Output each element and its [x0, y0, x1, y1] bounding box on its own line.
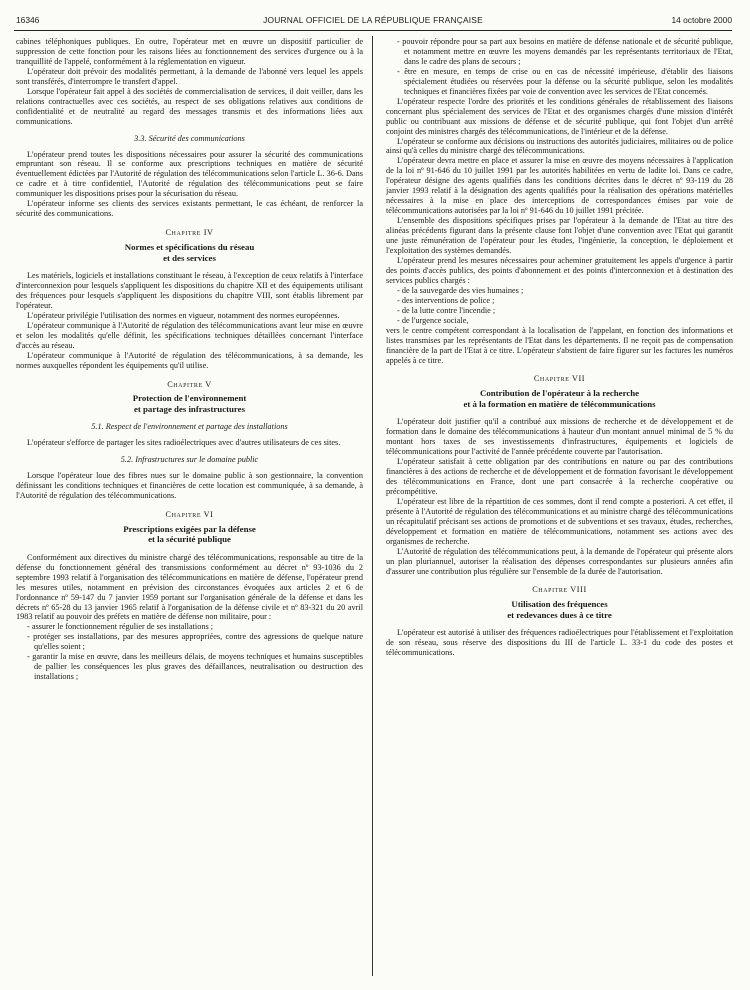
publication-date: 14 octobre 2000	[671, 15, 732, 25]
paragraph: L'opérateur doit prévoir des modalités permettant, à la demande de l'abonné vers lequel les appels sont transférés, d'interrompre le transfert d'appel.	[16, 66, 363, 86]
paragraph: vers le centre compétent correspondant à la localisation de l'appelant, en fonction des informations et listes transmises par les représentants de l'Etat dans les départements. Il ne reçoit pas de compensation financière de la part de l'Etat à ce titre. L'opérateur s'abstient de faire figurer sur les factures les numéros appelés à ce titre.	[386, 325, 733, 365]
chapter-label: Chapitre VIII	[532, 585, 587, 595]
list-item: - de la sauvegarde des vies humaines ;	[386, 286, 733, 296]
paragraph: cabines téléphoniques publiques. En outre, l'opérateur met en œuvre un dispositif particulier de suppression de cette fonction pour les raisons liées au fonctionnement des services d'urgence ou à la tranquillité de l'appelé, conformément à la réglementation en vigueur.	[16, 37, 363, 66]
paragraph: L'opérateur se conforme aux décisions ou instructions des autorités judiciaires, militaires ou de police ainsi qu'à celles du ministre chargé des télécommunications.	[386, 136, 733, 156]
paragraph: L'opérateur est libre de la répartition de ces sommes, dont il rend compte a posteriori. A cet effet, il présente à l'Autorité de régulation des télécommunications et au ministre chargé des télécommunications un récapitulatif précisant ses actions de promotions et de subventions et ses travaux, études, recherches, développement et formation en matière de télécommunications, notamment ses actions avec des organismes de recherche.	[386, 496, 733, 546]
chapter-label: Chapitre IV	[165, 228, 214, 238]
chapter-title-line: Normes et spécifications du réseau	[124, 242, 255, 253]
list-item: - de l'urgence sociale,	[386, 316, 733, 326]
section-heading: 3.3. Sécurité des communications	[134, 133, 245, 143]
chapter-title	[386, 599, 733, 620]
chapter-title-line: Contribution de l'opérateur à la recherche	[479, 388, 640, 399]
page-number: 16346	[16, 15, 40, 25]
paragraph: L'opérateur s'efforce de partager les sites radioélectriques avec d'autres utilisateurs de ces sites.	[27, 438, 341, 448]
list-item: - assurer le fonctionnement régulier de ses installations ;	[16, 622, 363, 632]
chapter-title-line: Protection de l'environnement	[132, 393, 247, 404]
chapter-label: Chapitre VI	[165, 509, 214, 519]
chapter-title	[386, 388, 733, 409]
list-item: - pouvoir répondre pour sa part aux besoins en matière de défense nationale et de sécurité publique, et notamment mettre en œuvre les moyens demandés par les représentants territoriaux de l'Etat, dans le cadre des plans de secours ;	[386, 37, 733, 67]
paragraph: L'opérateur communique à l'Autorité de régulation des télécommunications avant leur mise en œuvre et selon les modalités qu'elle définit, les spécifications techniques détaillées concernant l'interface d'accès au réseau.	[16, 320, 363, 350]
paragraph: Lorsque l'opérateur loue des fibres nues sur le domaine public à son gestionnaire, la convention définissant les conditions techniques et financières de cette location est communiquée, à sa demande, à l'Autorité de régulation des télécommunications.	[16, 471, 363, 501]
header-rule	[14, 30, 732, 31]
list-item: - être en mesure, en temps de crise ou en cas de nécessité impérieuse, d'établir des liaisons spécialement étudiées ou réservées pour la défense ou la sécurité publique, selon les modalités techniques et financières fixées par voie de convention avec les services de l'Etat concernés.	[386, 67, 733, 97]
chapter-title	[16, 393, 363, 414]
chapter-title	[16, 242, 363, 263]
page-header	[14, 14, 732, 28]
chapter-label: Chapitre VII	[533, 374, 586, 384]
chapter-title-line: et la sécurité publique	[148, 534, 231, 545]
chapter-label: Chapitre V	[167, 379, 212, 389]
paragraph: L'opérateur satisfait à cette obligation par des contributions en nature ou par des contributions financières à des actions de recherche et de développement et de formation favorisant le développement des télécommunications en France, dont une part consacrée à la recherche coopérative ou précompétitive.	[386, 457, 733, 496]
paragraph: Les matériels, logiciels et installations constituant le réseau, à l'exception de ceux relatifs à l'interface d'interconnexion pour lesquels s'appliquent les dispositions du chapitre XII et des équipements utilisant des fréquences pour lesquels s'appliquent les dispositions du chapitre VIII, sont établis librement par l'opérateur.	[16, 270, 363, 310]
right-column	[386, 37, 733, 987]
paragraph: L'Autorité de régulation des télécommunications peut, à la demande de l'opérateur qui présente alors un plan pluriannuel, autoriser la réalisation des dépenses correspondantes sur plusieurs années afin d'assurer une contribution plus régulière sur l'ensemble de la durée de l'autorisation.	[386, 546, 733, 576]
paragraph: L'opérateur est autorisé à utiliser des fréquences radioélectriques pour l'établissement et l'exploitation de son réseau, sous réserve des dispositions du III de l'article L. 33-1 du code des postes et télécommunications.	[386, 628, 733, 658]
column-divider	[372, 36, 373, 976]
chapter-title-line: Utilisation des fréquences	[511, 599, 608, 610]
paragraph: L'opérateur doit justifier qu'il a contribué aux missions de recherche et de développement et de formation dans le domaine des télécommunications à hauteur d'un montant annuel minimal de 5 % du montant hors taxes de ses investissements d'infrastructures, équipements et logiciels de télécommunications pour l'activité de l'année précédente couverte par l'autorisation.	[386, 417, 733, 457]
list-item: - protéger ses installations, par des mesures appropriées, contre des agressions de quelque nature qu'elles soient ;	[16, 632, 363, 652]
list-item: - garantir la mise en œuvre, dans les meilleurs délais, de moyens techniques et humains susceptibles de pallier les conséquences les plus graves des défaillances, neutralisation ou destruction des installations ;	[16, 652, 363, 682]
chapter-title-line: et à la formation en matière de télécommunications	[463, 398, 656, 409]
chapter-title-line: Prescriptions exigées par la défense	[123, 523, 256, 534]
list-item: - des interventions de police ;	[386, 296, 733, 306]
paragraph: L'opérateur privilégie l'utilisation des normes en vigueur, notamment des normes européennes.	[27, 310, 340, 320]
paragraph: L'opérateur communique à l'Autorité de régulation des télécommunications, à sa demande, les normes auxquelles répondent les équipements qu'il utilise.	[16, 350, 363, 370]
left-column	[16, 37, 363, 987]
paragraph: L'opérateur prend toutes les dispositions nécessaires pour assurer la sécurité des communications empruntant son réseau. Il se conforme aux prescriptions techniques en matière de sécurité éventuellement édictées par l'Autorité de régulation des télécommunications selon l'article L. 36-6. Dans ce cadre et à titre confidentiel, l'Autorité de régulation des télécommunications peut se faire communiquer les dispositions prises pour la sécurisation du réseau.	[16, 149, 363, 199]
paragraph: L'opérateur informe ses clients des services existants permettant, le cas échéant, de renforcer la sécurité des communications.	[16, 199, 363, 219]
paragraph: Conformément aux directives du ministre chargé des télécommunications, responsable au titre de la défense du fonctionnement général des transmissions conformément au décret nº 93-1036 du 2 septembre 1993 relatif à l'organisation des télécommunications en matière de défense, l'opérateur prend les mesures utiles, notamment en prévision des circonstances évoquées aux articles 2 et 6 de l'ordonnance nº 59-147 du 7 janvier 1959 portant sur l'organisation générale de la défense et dans les décrets nº 65-28 du 13 janvier 1965 relatif à l'organisation de la défense civile et nº 83-321 du 20 avril 1983 relatif au pouvoir des préfets en matière de défense non militaire, pour :	[16, 552, 363, 622]
paragraph: L'opérateur prend les mesures nécessaires pour acheminer gratuitement les appels d'urgence à partir des points d'accès publics, des points d'abonnement et des points d'interconnexion et à destination des services publics chargés :	[386, 255, 733, 285]
paragraph: L'ensemble des dispositions spécifiques prises par l'opérateur à la demande de l'Etat au titre des alinéas précédents figurant dans la présente clause font l'objet d'une convention avec l'Etat qui garantit une juste rémunération de l'opérateur pour les études, l'ingénierie, la conception, le déploiement et l'exploitation des systèmes demandés.	[386, 216, 733, 256]
chapter-title-line: et partage des infrastructures	[134, 403, 245, 414]
chapter-title	[16, 524, 363, 545]
section-heading: 5.2. Infrastructures sur le domaine public	[120, 455, 259, 465]
list-item: - de la lutte contre l'incendie ;	[386, 306, 733, 316]
journal-title: JOURNAL OFFICIEL DE LA RÉPUBLIQUE FRANÇAISE	[263, 15, 483, 25]
chapter-title-line: et redevances dues à ce titre	[507, 609, 612, 620]
paragraph: L'opérateur devra mettre en place et assurer la mise en œuvre des moyens nécessaires à l'application de la loi nº 91-646 du 10 juillet 1991 par les autorités habilitées en vertu de ladite loi. Dans ce cadre, l'opérateur désigne des agents qualifiés dans les conditions décrites dans le décret nº 93-119 du 28 janvier 1993 relatif à la désignation des agents qualifiés pour la réalisation des opérations matérielles nécessaires à la mise en place des interceptions de correspondances émises par voie de télécommunications autorisées par la loi nº 91-646 du 10 juillet 1991 précitée.	[386, 156, 733, 216]
paragraph: L'opérateur respecte l'ordre des priorités et les conditions générales de rétablissement des liaisons concernant plus spécialement des services de l'Etat et des organismes chargés d'une mission d'intérêt public ou contribuant aux missions de défense et de sécurité publique, qui font l'objet d'un arrêté conjoint des ministres chargés des télécommunications, de l'intérieur et de la défense.	[386, 96, 733, 136]
paragraph: Lorsque l'opérateur fait appel à des sociétés de commercialisation de services, il doit veiller, dans les relations contractuelles avec ces sociétés, au respect de ses obligations relatives aux conditions de confidentialité et de neutralité au regard des messages transmis et des informations liées aux communications.	[16, 86, 363, 126]
chapter-title-line: et des services	[163, 252, 216, 263]
section-heading: 5.1. Respect de l'environnement et partage des installations	[91, 422, 288, 432]
